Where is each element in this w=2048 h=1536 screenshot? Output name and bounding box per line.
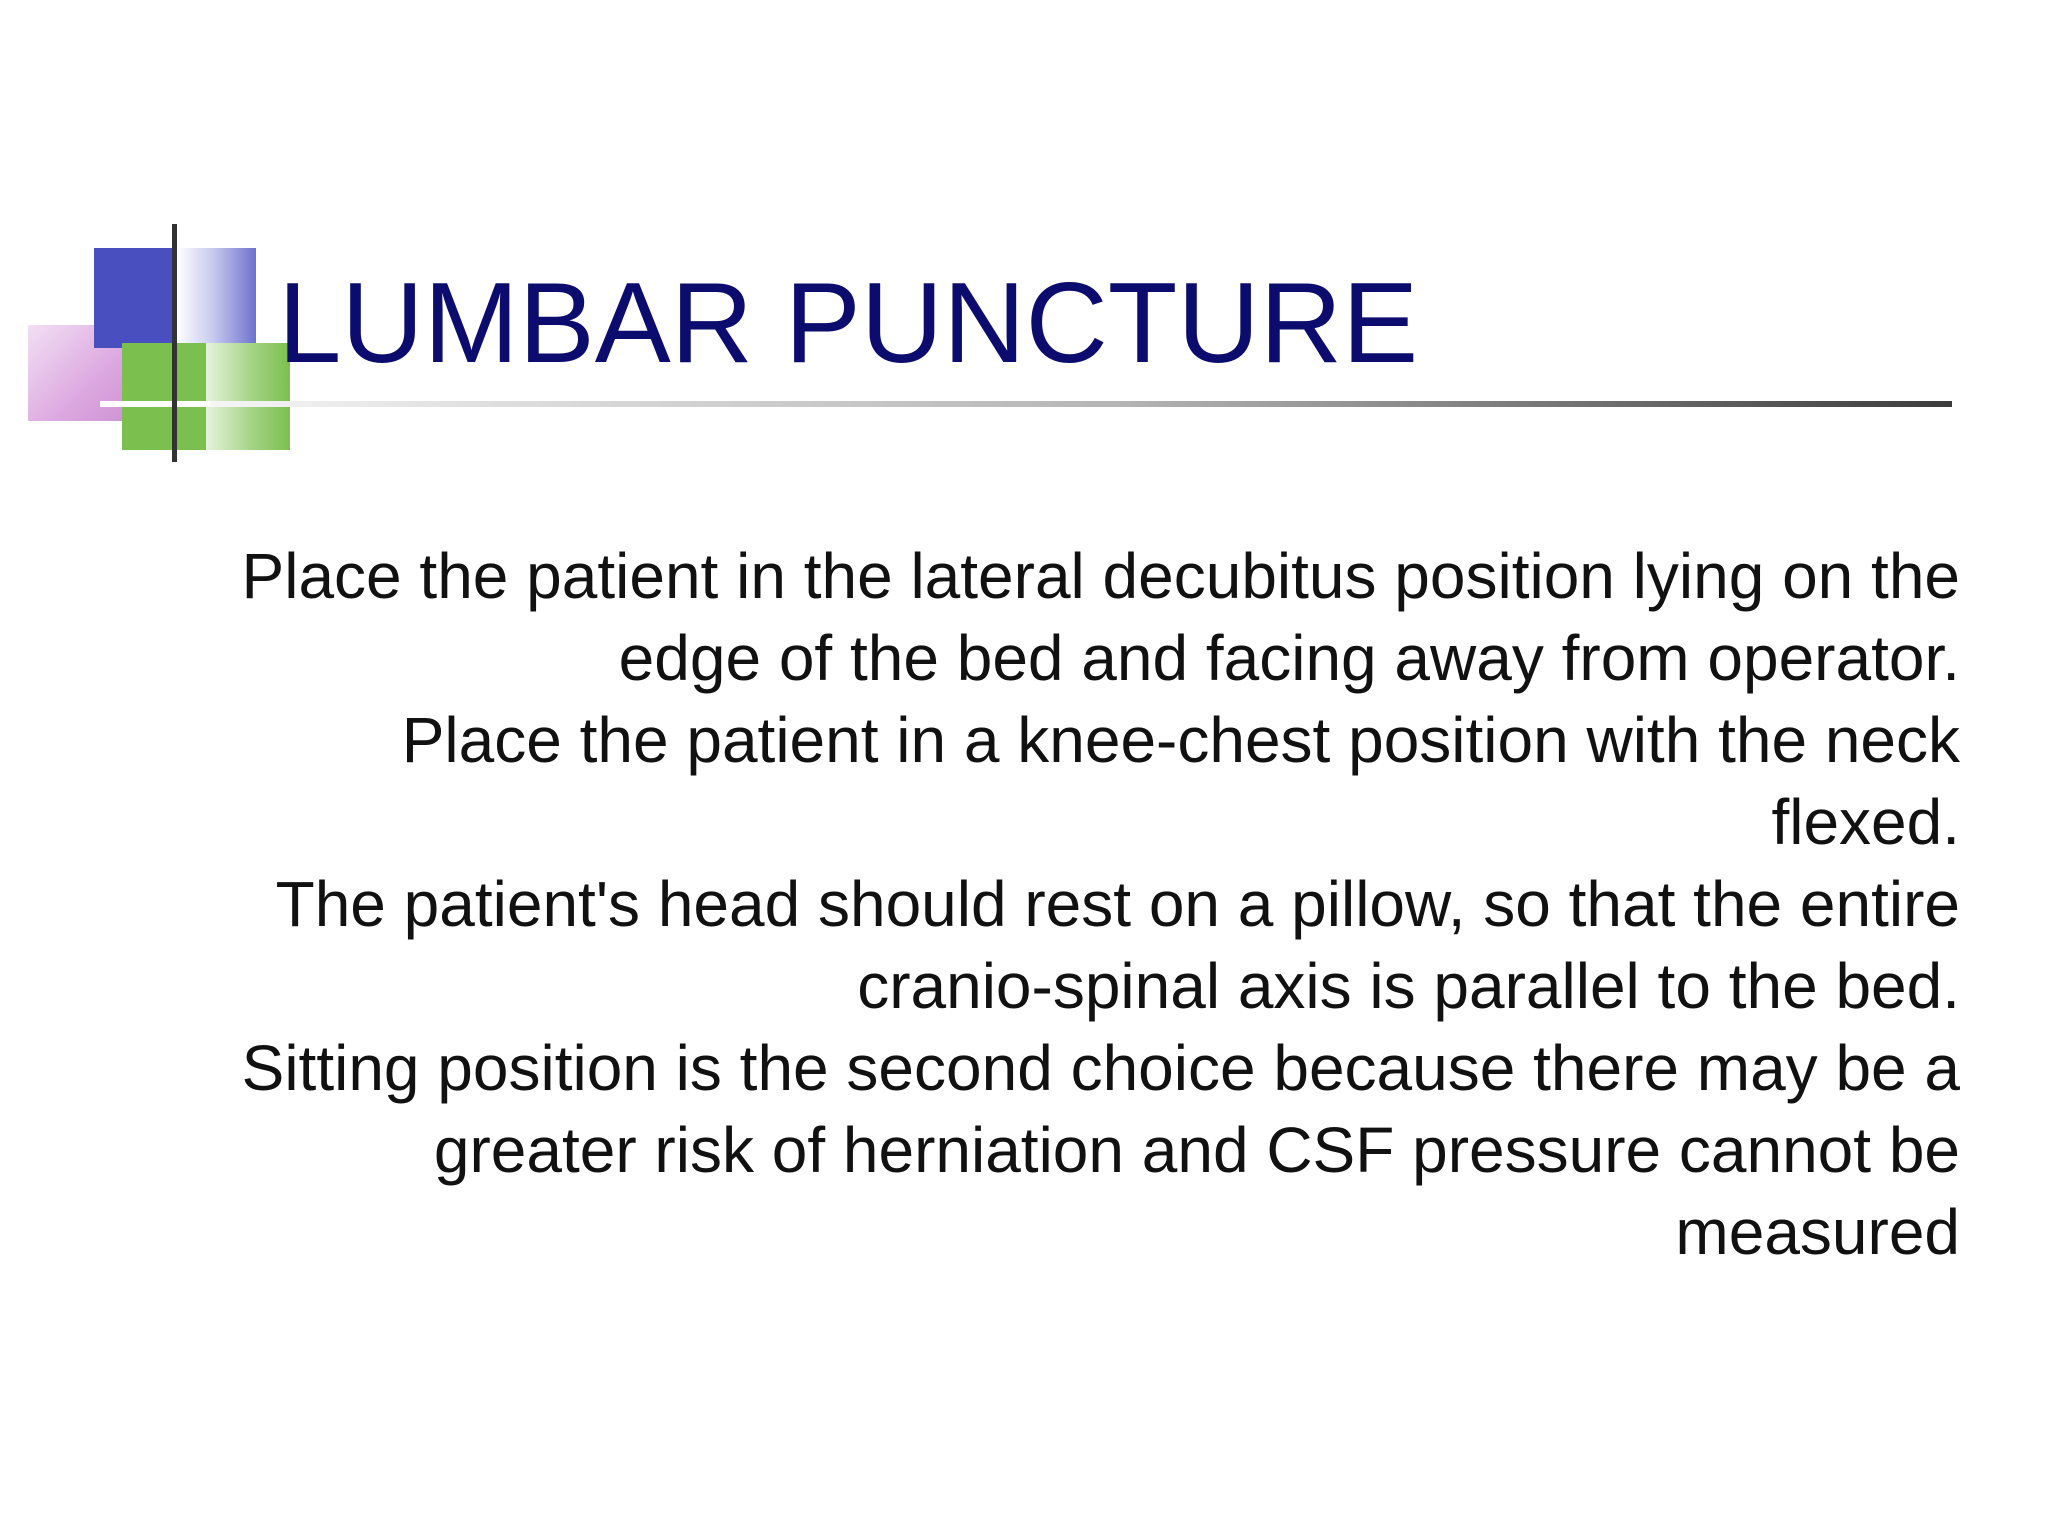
slide-title: LUMBAR PUNCTURE (278, 260, 1419, 387)
body-paragraph: Place the patient in a knee-chest position with the neck flexed. (401, 704, 1960, 858)
body-paragraph: Place the patient in the lateral decubitus position lying on the edge of the bed and facing away from operator. (241, 540, 1960, 694)
title-underline-rule (100, 401, 1952, 407)
decorative-green-square (122, 343, 206, 450)
decorative-vertical-bar (172, 224, 177, 462)
decorative-white-line (100, 401, 210, 406)
slide-body-text (230, 535, 1960, 1273)
body-paragraph: The patient's head should rest on a pillow, so that the entire cranio-spinal axis is parallel to the bed. (275, 868, 1960, 1022)
body-paragraph: Sitting position is the second choice because there may be a greater risk of herniation and CSF pressure cannot be measured (241, 1032, 1960, 1268)
decorative-blue-square (94, 248, 176, 348)
decorative-blue-gradient-square (176, 248, 256, 348)
